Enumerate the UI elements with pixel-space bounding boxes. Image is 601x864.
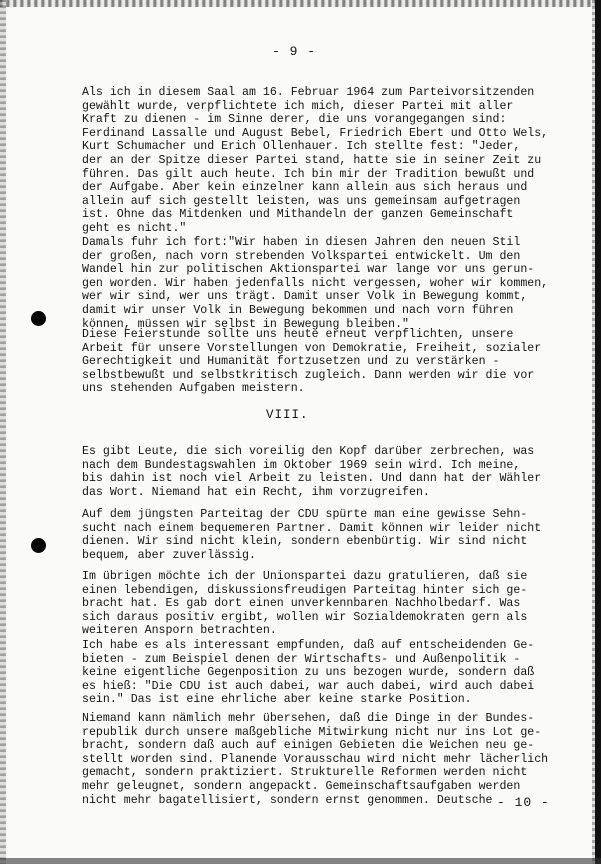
scan-edge-bottom [0, 858, 601, 864]
page-number: - 9 - [272, 44, 317, 59]
paragraph-5: Auf dem jüngsten Parteitag der CDU spürte man eine gewisse Sehn- sucht nach einem bequemeren Partner. Damit können wir leider nicht dienen. Wir sind nicht klein, sondern ebenbürtig. Wir sind nicht bequem, aber zuverlässig. [82, 508, 542, 562]
paragraph-7: Ich habe es als interessant empfunden, daß auf entscheidenden Ge- bieten - zum Beispiel denen der Wirtschafts- und Außenpolitik - keine eigentliche Gegenposition zu uns bezogen wurde, sondern daß es hieß: "Die CDU ist auch dabei, war auch dabei, wird auch dabei sein." Das ist eine ehrliche aber keine starke Position. [82, 639, 535, 707]
paragraph-1: Als ich in diesem Saal am 16. Februar 1964 zum Parteivorsitzenden gewählt wurde, verpflichtete ich mich, dieser Partei mit aller Kraft zu dienen - im Sinne derer, die uns vorangegangen sind: Ferdinand Lassalle und August Bebel, Friedrich Ebert und Otto Wels, Kurt Schumacher und Erich Ollenhauer. Ich stellte fest: "Jeder, der an der Spitze dieser Partei stand, hatte sie in seiner Zeit zu führen. Das gilt auch heute. Ich bin mir der Tradition bewußt und der Aufgabe. Aber kein einzelner kann allein aus sich heraus und allein auf sich gestellt leisten, was uns gemeinsam aufgetragen ist. Ohne das Mitdenken und Mithandeln der ganzen Gemeinschaft geht es nicht." [82, 86, 549, 235]
section-heading: VIII. [266, 408, 309, 422]
paragraph-3: Diese Feierstunde sollte uns heute erneut verpflichten, unsere Arbeit für unsere Vorstellungen von Demokratie, Freiheit, sozialer Gerechtigkeit und Humanität fortzusetzen und zu verstärken - selbstbewußt und selbstkritisch zugleich. Dann werden wir die vor uns stehenden Aufgaben meistern. [82, 328, 542, 396]
scan-edge-right [595, 0, 601, 864]
paragraph-6: Im übrigen möchte ich der Unionspartei dazu gratulieren, daß sie einen lebendigen, diskussionsfreudigen Parteitag hinter sich ge- bracht hat. Es gab dort einen unverkennbaren Nachholbedarf. Was sich daraus positiv ergibt, wollen wir Sozialdemokraten gern als weiteren Ansporn betrachten. [82, 570, 528, 638]
next-page-reference: - 10 - [497, 795, 550, 810]
scan-edge-left [0, 0, 6, 864]
paragraph-4: Es gibt Leute, die sich voreilig den Kopf darüber zerbrechen, was nach dem Bundestagswahlen im Oktober 1969 sein wird. Ich meine, bis dahin ist noch viel Arbeit zu leisten. Und dann hat der Wähler das Wort. Niemand hat ein Recht, ihm vorzugreifen. [82, 445, 542, 499]
scan-edge-top [0, 0, 601, 7]
punch-hole-lower [31, 538, 46, 553]
paragraph-2: Damals fuhr ich fort:"Wir haben in diesen Jahren den neuen Stil der großen, nach vorn strebenden Volkspartei entwickelt. Um den Wandel hin zur politischen Aktionspartei war lange vor uns gerun- gen worden. Wir haben jedenfalls nicht vergessen, woher wir kommen, wer wir sind, wer uns trägt. Damit unser Volk in Bewegung kommt, damit wir unser Volk in Bewegung bekommen und nach vorn führen können, müssen wir selbst in Bewegung bleiben." [82, 236, 549, 331]
paragraph-8: Niemand kann nämlich mehr übersehen, daß die Dinge in der Bundes- republik durch unsere maßgebliche Mitwirkung nicht nur ins Lot ge- bracht, sondern daß auch auf einigen Gebieten die Weichen neu ge- stellt worden sind. Planende Vorausschau wird nicht mehr lächerlich gemacht, sondern praktiziert. Strukturelle Reformen werden nicht mehr geleugnet, sondern angepackt. Gemeinschaftsaufgaben werden nicht mehr bagatellisiert, sondern ernst genommen. Deutsche [82, 712, 549, 807]
punch-hole-upper [31, 311, 46, 326]
